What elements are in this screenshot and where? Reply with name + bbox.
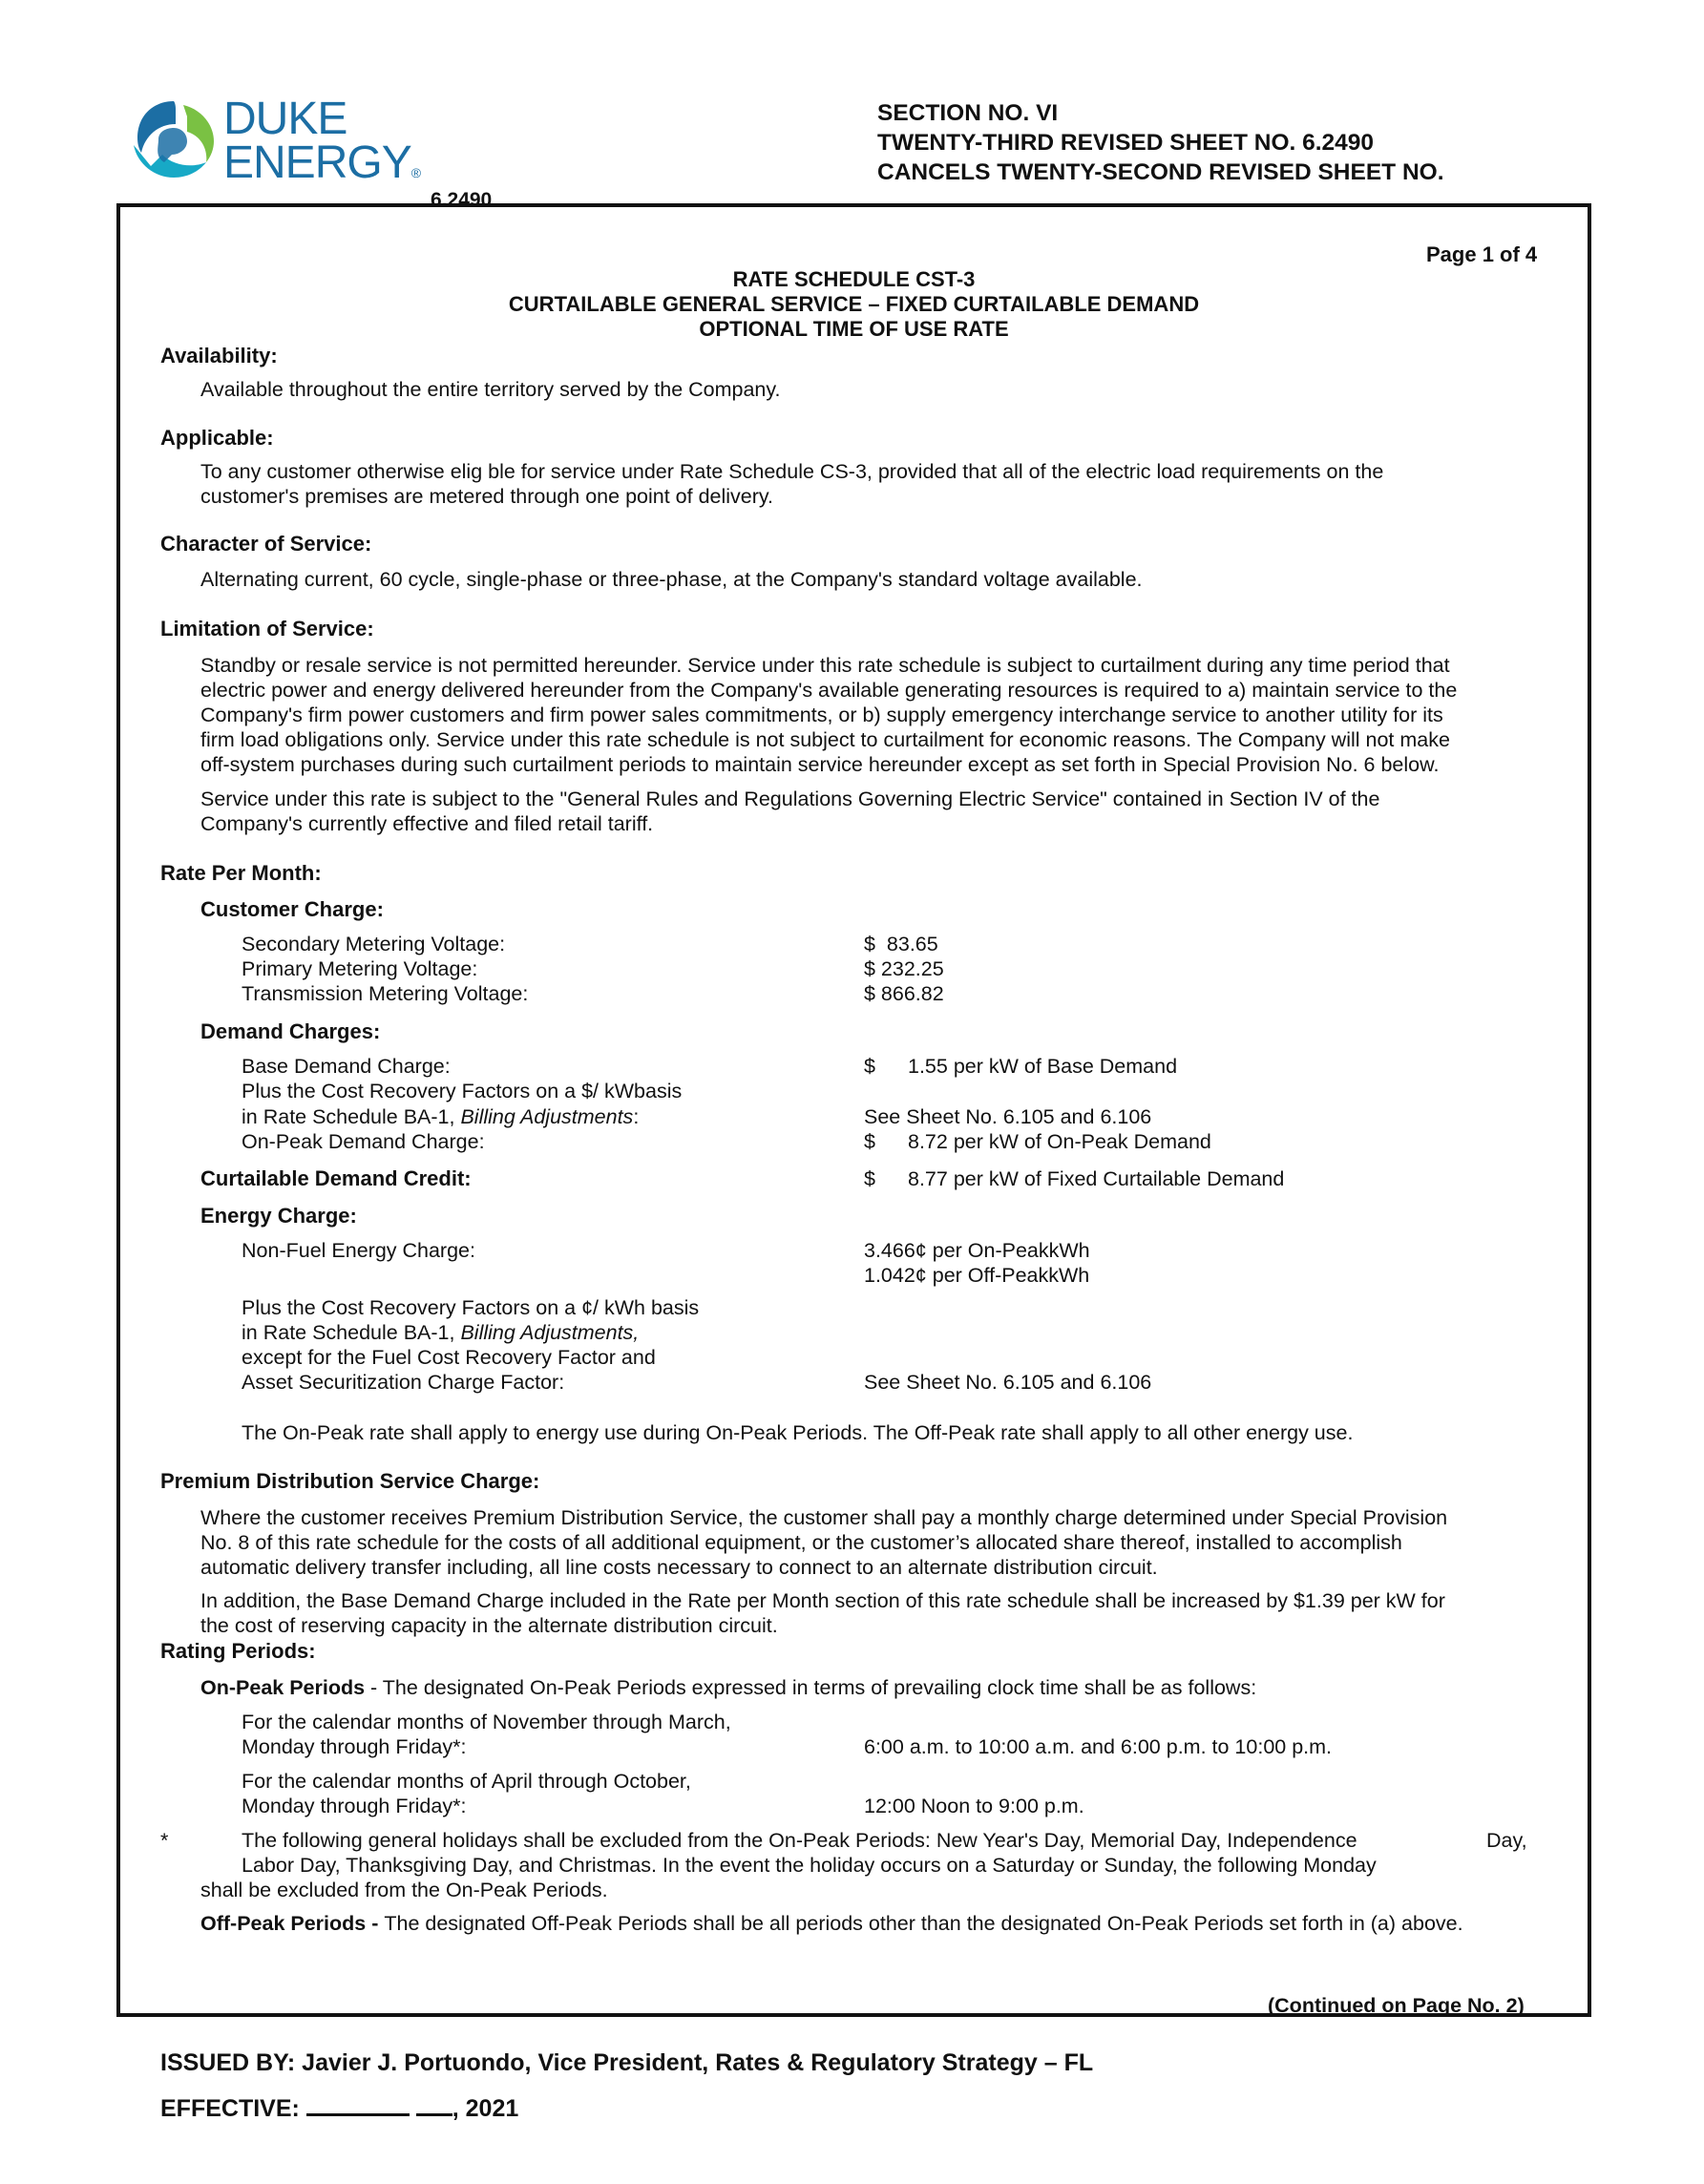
onpeak-periods-label: On-Peak Periods [200, 1676, 366, 1699]
summer-months-line-1: For the calendar months of April through October, [242, 1770, 691, 1793]
onpeak-demand-value: 8.72 per kW of On-Peak Demand [908, 1130, 1211, 1153]
demand-crf-value: See Sheet No. 6.105 and 6.106 [864, 1105, 1152, 1128]
transmission-metering-value: $ 866.82 [864, 982, 944, 1005]
offpeak-periods-label: Off-Peak Periods - [200, 1912, 385, 1935]
page-number: Page 1 of 4 [1426, 242, 1538, 266]
onpeak-periods-text: - The designated On-Peak Periods expressed in terms of prevailing clock time shall be as follows: [365, 1676, 1257, 1699]
premium-line-3: automatic delivery transfer including, all line costs necessary to connect to an alternate distribution circuit. [200, 1556, 1158, 1579]
duke-energy-logo-mark-icon [130, 95, 218, 183]
logo-word-energy: ENERGY [223, 137, 411, 188]
character-text: Alternating current, 60 cycle, single-phase or three-phase, at the Company's standard voltage available. [200, 568, 1143, 591]
rating-periods-heading: Rating Periods: [160, 1639, 316, 1663]
logo-word-duke: DUKE [223, 94, 347, 144]
footnote-line-3: shall be excluded from the On-Peak Periods. [200, 1879, 608, 1901]
limitation-line-1: Standby or resale service is not permitted hereunder. Service under this rate schedule is subject to curtailment during any time period that [200, 654, 1450, 677]
issued-by: ISSUED BY: Javier J. Portuondo, Vice President, Rates & Regulatory Strategy – FL [160, 2049, 1094, 2076]
effective-day-blank [416, 2094, 452, 2116]
demand-crf-billing-adjustments: Billing Adjustments [460, 1105, 634, 1128]
premium-heading: Premium Distribution Service Charge: [160, 1469, 540, 1493]
energy-crf-line-3: except for the Fuel Cost Recovery Factor and [242, 1346, 656, 1369]
effective-label: EFFECTIVE: [160, 2095, 300, 2122]
offpeak-energy-value: 1.042¢ per Off-PeakkWh [864, 1264, 1090, 1287]
duke-energy-logo [130, 94, 421, 188]
base-demand-currency: $ [864, 1055, 875, 1078]
offpeak-periods-text: The designated Off-Peak Periods shall be all periods other than the designated On-Peak Periods set forth in (a) above. [384, 1912, 1463, 1935]
energy-charge-heading: Energy Charge: [200, 1204, 357, 1228]
onpeak-energy-value: 3.466¢ per On-PeakkWh [864, 1239, 1090, 1262]
transmission-metering-label: Transmission Metering Voltage: [242, 982, 529, 1005]
winter-hours: 6:00 a.m. to 10:00 a.m. and 6:00 p.m. to 10:00 p.m. [864, 1735, 1333, 1758]
energy-crf-line-4: Asset Securitization Charge Factor: [242, 1371, 565, 1394]
applicable-heading: Applicable: [160, 426, 274, 450]
applicable-text-2: customer's premises are metered through one point of delivery. [200, 485, 774, 508]
onpeak-demand-label: On-Peak Demand Charge: [242, 1130, 485, 1153]
registered-mark: ® [410, 165, 421, 180]
primary-metering-value: $ 232.25 [864, 957, 944, 980]
availability-text: Available throughout the entire territory served by the Company. [200, 378, 781, 401]
base-demand-value: 1.55 per kW of Base Demand [908, 1055, 1178, 1078]
onpeak-rate-note: The On-Peak rate shall apply to energy use during On-Peak Periods. The Off-Peak rate shall apply to all other energy use. [242, 1421, 1354, 1444]
nonfuel-energy-label: Non-Fuel Energy Charge: [242, 1239, 475, 1262]
limitation-line-3: Company's firm power customers and firm power sales commitments, or b) supply emergency interchange service to another utility for its [200, 704, 1443, 726]
energy-crf-line-1: Plus the Cost Recovery Factors on a ¢/ kWh basis [242, 1296, 700, 1319]
applicable-text-1: To any customer otherwise elig ble for service under Rate Schedule CS-3, provided that all of the electric load requirements on the [200, 460, 1384, 483]
footnote-line-2: Labor Day, Thanksgiving Day, and Christmas. In the event the holiday occurs on a Saturday or Sunday, the following Monday [242, 1854, 1377, 1877]
limitation-line-7: Company's currently effective and filed retail tariff. [200, 812, 654, 835]
premium-line-1: Where the customer receives Premium Distribution Service, the customer shall pay a monthly charge determined under Special Provision [200, 1506, 1448, 1529]
winter-months-line-1: For the calendar months of November through March, [242, 1711, 731, 1733]
section-number: SECTION NO. VI [877, 100, 1059, 126]
winter-months-line-2: Monday through Friday*: [242, 1735, 467, 1758]
energy-crf-line-2: in Rate Schedule BA-1, [242, 1321, 461, 1344]
character-heading: Character of Service: [160, 532, 372, 556]
summer-months-line-2: Monday through Friday*: [242, 1795, 467, 1817]
effective-year: , 2021 [452, 2095, 519, 2122]
demand-charges-heading: Demand Charges: [200, 1019, 381, 1043]
footnote-line-1: The following general holidays shall be excluded from the On-Peak Periods: New Year's Day, Memorial Day, Independence [242, 1829, 1357, 1852]
footnote-asterisk: * [160, 1829, 169, 1852]
footnote-day: Day, [1486, 1829, 1527, 1852]
schedule-subtitle-2: OPTIONAL TIME OF USE RATE [699, 317, 1009, 341]
secondary-metering-value: $ 83.65 [864, 933, 938, 956]
energy-crf-value: See Sheet No. 6.105 and 6.106 [864, 1371, 1152, 1394]
limitation-line-2: electric power and energy delivered hereunder from the Company's available generating resources is required to a) maintain service to the [200, 679, 1458, 702]
curtailable-credit-heading: Curtailable Demand Credit: [200, 1166, 472, 1190]
premium-line-2: No. 8 of this rate schedule for the costs of all additional equipment, or the customer’s allocated share thereof, installed to accomplish [200, 1531, 1402, 1554]
availability-heading: Availability: [160, 344, 278, 368]
base-demand-label: Base Demand Charge: [242, 1055, 451, 1078]
demand-crf-colon: : [633, 1105, 640, 1128]
schedule-title: RATE SCHEDULE CST-3 [732, 267, 976, 291]
cancels-sheet: CANCELS TWENTY-SECOND REVISED SHEET NO. [877, 159, 1444, 185]
demand-crf-line-2: in Rate Schedule BA-1, [242, 1105, 461, 1128]
curtailable-credit-value: 8.77 per kW of Fixed Curtailable Demand [908, 1167, 1285, 1190]
curtailable-credit-currency: $ [864, 1167, 875, 1190]
premium-line-4: In addition, the Base Demand Charge included in the Rate per Month section of this rate schedule shall be increased by $1.39 per kW for [200, 1589, 1445, 1612]
premium-line-5: the cost of reserving capacity in the alternate distribution circuit. [200, 1614, 778, 1637]
limitation-line-6: Service under this rate is subject to the "General Rules and Regulations Governing Electric Service" contained in Section IV of the [200, 788, 1380, 810]
rate-heading: Rate Per Month: [160, 861, 322, 885]
customer-charge-heading: Customer Charge: [200, 897, 384, 921]
primary-metering-label: Primary Metering Voltage: [242, 957, 478, 980]
cancels-sheet-number: 6.2490 [431, 189, 493, 211]
onpeak-demand-currency: $ [864, 1130, 875, 1153]
demand-crf-line-1: Plus the Cost Recovery Factors on a $/ kWbasis [242, 1080, 683, 1102]
limitation-heading: Limitation of Service: [160, 617, 374, 640]
revised-sheet: TWENTY-THIRD REVISED SHEET NO. 6.2490 [877, 130, 1375, 156]
continued-note: (Continued on Page No. 2) [1268, 1994, 1525, 2017]
limitation-line-4: firm load obligations only. Service under this rate schedule is not subject to curtailment for economic reasons. The Company will not make [200, 728, 1450, 751]
summer-hours: 12:00 Noon to 9:00 p.m. [864, 1795, 1084, 1817]
schedule-subtitle: CURTAILABLE GENERAL SERVICE – FIXED CURTAILABLE DEMAND [508, 292, 1200, 316]
effective-month-blank [306, 2094, 410, 2116]
limitation-line-5: off-system purchases during such curtailment periods to maintain service hereunder except as set forth in Special Provision No. 6 below. [200, 753, 1440, 776]
secondary-metering-label: Secondary Metering Voltage: [242, 933, 506, 956]
energy-crf-billing-adjustments: Billing Adjustments, [460, 1321, 640, 1344]
